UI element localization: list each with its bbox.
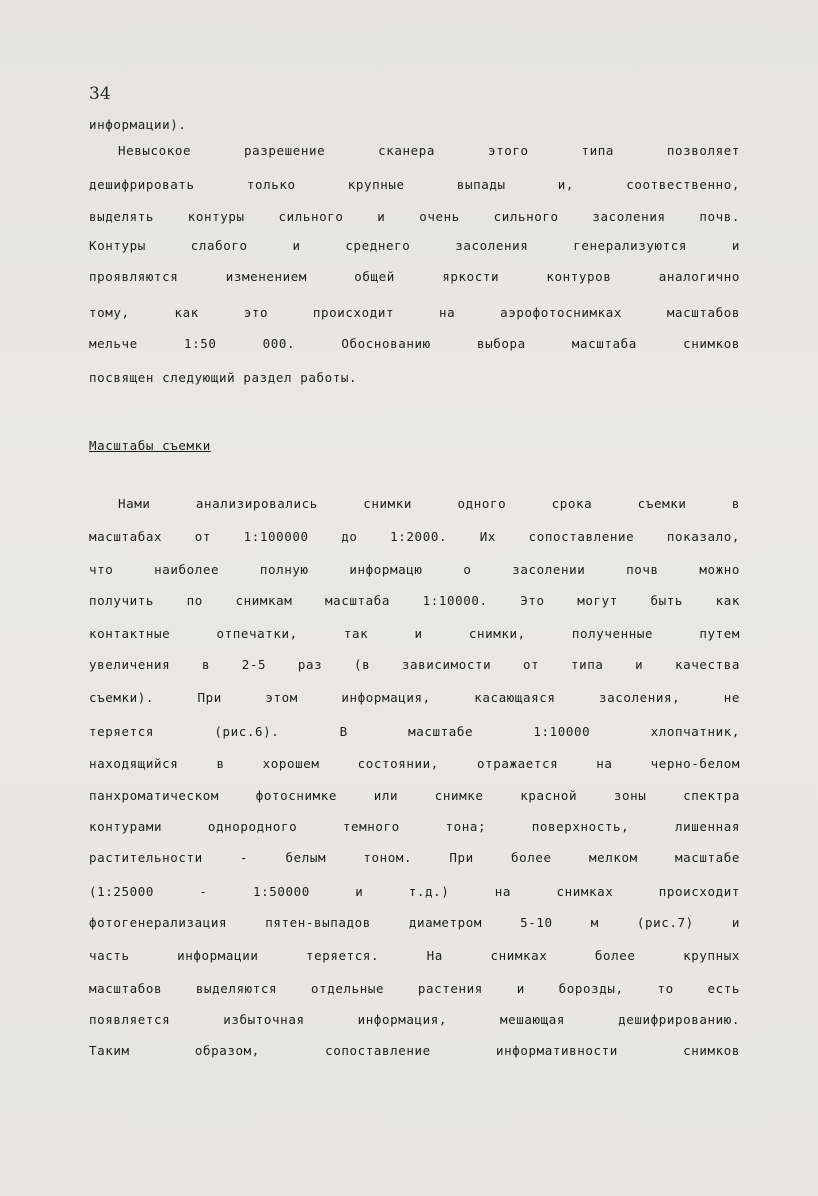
text-line: мельче 1:50 000. Обоснованию выбора масштаба снимков bbox=[89, 336, 740, 351]
text-line: дешифрировать только крупные выпады и, соотвественно, bbox=[89, 177, 740, 192]
text-line: масштабах от 1:100000 до 1:2000. Их сопоставление показало, bbox=[89, 529, 740, 544]
text-line: часть информации теряется. На снимках более крупных bbox=[89, 948, 740, 963]
text-line: посвящен следующий раздел работы. bbox=[89, 370, 358, 385]
text-line: тому, как это происходит на аэрофотоснимках масштабов bbox=[89, 305, 740, 320]
text-line: появляется избыточная информация, мешающая дешифрированию. bbox=[89, 1012, 740, 1027]
page-number: 34 bbox=[89, 84, 111, 104]
text-line: контурами однородного темного тона; поверхность, лишенная bbox=[89, 819, 740, 834]
text-line: масштабов выделяются отдельные растения и борозды, то есть bbox=[89, 981, 740, 996]
text-line: фотогенерализация пятен-выпадов диаметром 5-10 м (рис.7) и bbox=[89, 915, 740, 930]
text-line: находящийся в хорошем состоянии, отражается на черно-белом bbox=[89, 756, 740, 771]
text-line: растительности - белым тоном. При более мелком масштабе bbox=[89, 850, 740, 865]
text-line: панхроматическом фотоснимке или снимке красной зоны спектра bbox=[89, 788, 740, 803]
section-heading: Масштабы съемки bbox=[89, 438, 211, 453]
text-line: съемки). При этом информация, касающаяся засоления, не bbox=[89, 690, 740, 705]
text-line: увеличения в 2-5 раз (в зависимости от типа и качества bbox=[89, 657, 740, 672]
text-line: проявляются изменением общей яркости контуров аналогично bbox=[89, 269, 740, 284]
text-line: Нами анализировались снимки одного срока съемки в bbox=[118, 496, 740, 511]
text-line: информации). bbox=[89, 117, 187, 132]
text-line: контактные отпечатки, так и снимки, полученные путем bbox=[89, 626, 740, 641]
text-line: (1:25000 - 1:50000 и т.д.) на снимках происходит bbox=[89, 884, 740, 899]
text-line: Контуры слабого и среднего засоления генерализуются и bbox=[89, 238, 740, 253]
text-line: Таким образом, сопоставление информативности снимков bbox=[89, 1043, 740, 1058]
text-line: теряется (рис.6). В масштабе 1:10000 хлопчатник, bbox=[89, 724, 740, 739]
text-line: получить по снимкам масштаба 1:10000. Это могут быть как bbox=[89, 593, 740, 608]
text-line: что наиболее полную информацю о засолении почв можно bbox=[89, 562, 740, 577]
text-line: выделять контуры сильного и очень сильного засоления почв. bbox=[89, 209, 740, 224]
text-line: Невысокое разрешение сканера этого типа позволяет bbox=[118, 143, 740, 158]
